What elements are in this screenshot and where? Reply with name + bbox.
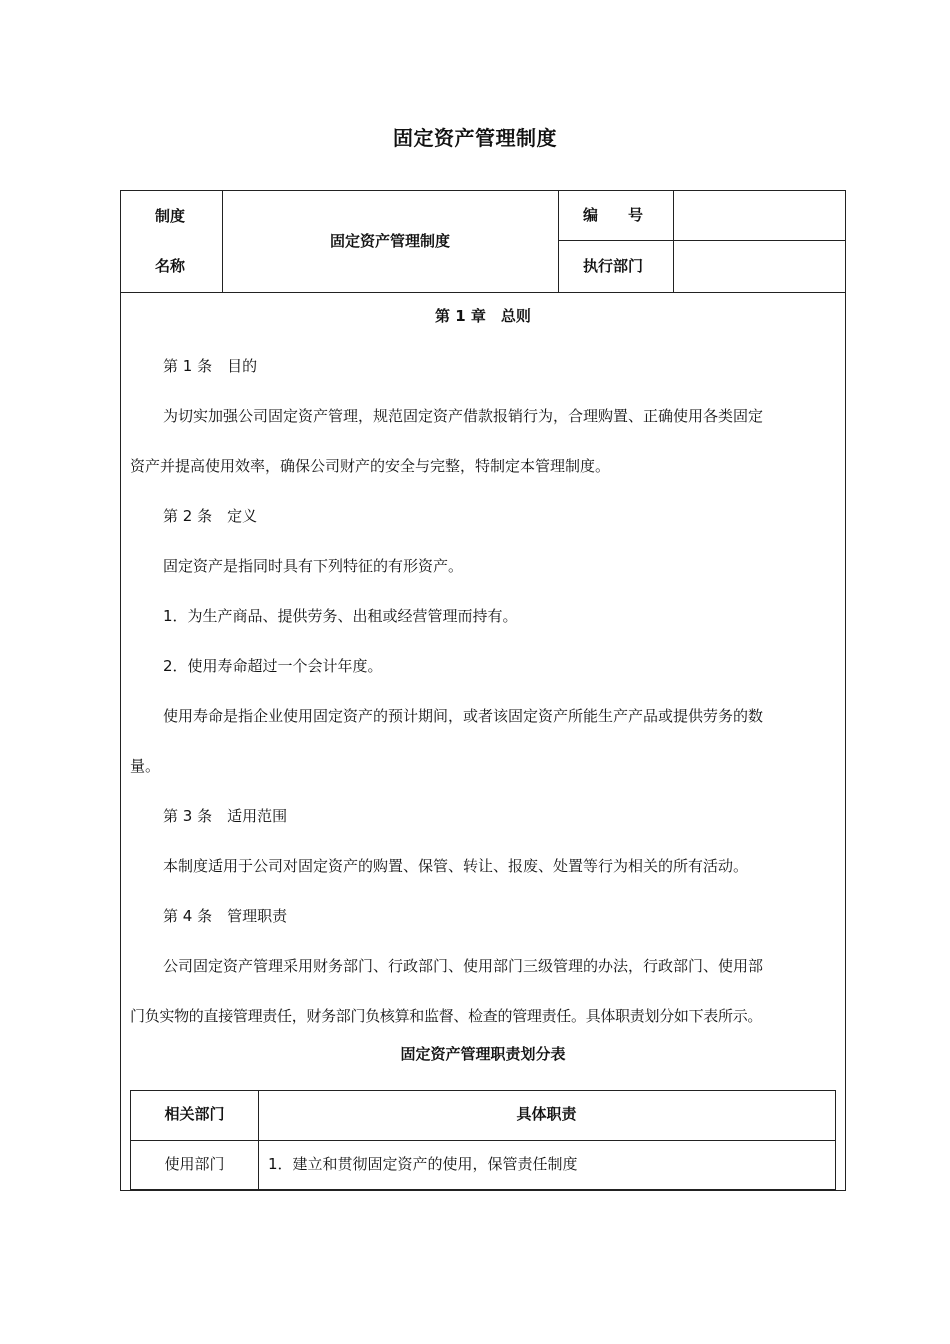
duty-table-row-duty: 1．建立和贯彻固定资产的使用，保管责任制度 <box>268 1155 578 1173</box>
document-title: 固定资产管理制度 <box>393 126 557 150</box>
policy-name-label-top: 制度 <box>155 207 186 225</box>
article-2-paragraph: 固定资产是指同时具有下列特征的有形资产。 <box>163 557 464 575</box>
duty-table-row-dept: 使用部门 <box>164 1155 225 1173</box>
article-2-item-2: 2．使用寿命超过一个会计年度。 <box>163 657 383 675</box>
duty-table-title: 固定资产管理职责划分表 <box>400 1045 566 1063</box>
divider <box>558 191 559 292</box>
policy-header-row <box>121 191 845 293</box>
article-3-paragraph: 本制度适用于公司对固定资产的购置、保管、转让、报废、处置等行为相关的所有活动。 <box>163 857 749 875</box>
article-2-title: 第 2 条 定义 <box>163 507 258 525</box>
duty-table-header-duty: 具体职责 <box>516 1105 577 1123</box>
article-1-paragraph-cont: 资产并提高使用效率，确保公司财产的安全与完整，特制定本管理制度。 <box>130 457 611 475</box>
policy-table <box>120 190 846 1191</box>
article-3-title: 第 3 条 适用范围 <box>163 807 288 825</box>
article-1-paragraph: 为切实加强公司固定资产管理，规范固定资产借款报销行为，合理购置、正确使用各类固定 <box>163 407 764 425</box>
policy-name-value: 固定资产管理制度 <box>329 232 450 250</box>
policy-name-label-bottom: 名称 <box>155 257 186 275</box>
article-4-title: 第 4 条 管理职责 <box>163 907 288 925</box>
article-2-item-1: 1．为生产商品、提供劳务、出租或经营管理而持有。 <box>163 607 518 625</box>
divider <box>673 191 674 292</box>
executing-dept-label: 执行部门 <box>583 257 644 275</box>
article-2-note-cont: 量。 <box>130 757 161 775</box>
duty-table-header-dept: 相关部门 <box>164 1105 225 1123</box>
chapter-heading: 第 1 章 总则 <box>435 307 531 325</box>
divider <box>558 240 845 241</box>
article-4-paragraph-cont: 门负实物的直接管理责任，财务部门负核算和监督、检查的管理责任。具体职责划分如下表所示。 <box>130 1007 763 1025</box>
divider <box>131 1140 835 1141</box>
article-1-title: 第 1 条 目的 <box>163 357 258 375</box>
article-2-note: 使用寿命是指企业使用固定资产的预计期间，或者该固定资产所能生产产品或提供劳务的数 <box>163 707 764 725</box>
duty-table <box>130 1090 836 1190</box>
article-4-paragraph: 公司固定资产管理采用财务部门、行政部门、使用部门三级管理的办法，行政部门、使用部 <box>163 957 764 975</box>
policy-number-label: 编 号 <box>583 206 644 224</box>
